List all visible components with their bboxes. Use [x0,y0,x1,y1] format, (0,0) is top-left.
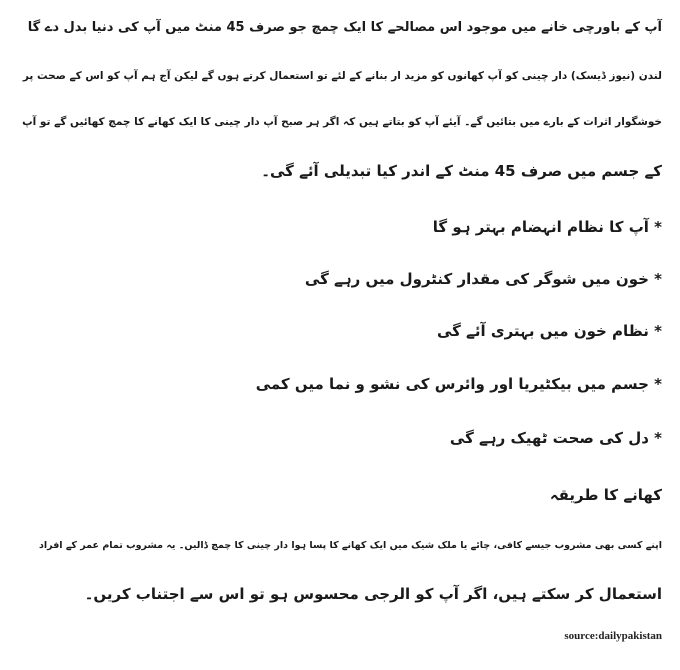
source-credit: source:dailypakistan [564,630,662,642]
benefit-item-digestion: * آپ کا نظام انہضام بہتر ہو گا [432,218,662,236]
article-headline: آپ کے باورچی خانے میں موجود اس مصالحے کا ایک چمچ جو صرف 45 منٹ میں آپ کی دنیا بدل دے گا [27,20,662,35]
benefit-item-bacteria-virus: * جسم میں بیکٹیریا اور وائرس کی نشو و نما میں کمی [255,375,662,393]
intro-line-1: لندن (نیوز ڈیسک) دار چینی کو آپ کھانوں کو مزید ار بنانے کے لئے تو استعمال کرتے ہوں گے لیکن آج ہم آپ کو اس کے صحت پر [22,70,662,82]
intro-line-3: کے جسم میں صرف 45 منٹ کے اندر کیا تبدیلی آئے گی۔ [261,162,662,180]
method-heading: کھانے کا طریقہ [549,486,662,504]
method-line-2: استعمال کر سکتے ہیں، اگر آپ کو الرجی محسوس ہو تو اس سے اجتناب کریں۔ [84,585,662,603]
benefit-item-heart-health: * دل کی صحت ٹھیک رہے گی [449,429,662,447]
method-line-1: اپنے کسی بھی مشروب جیسے کافی، چائے یا ملک شیک میں ایک کھانے کا پسا ہوا دار چینی کا چمچ ڈالیں۔ یہ مشروب تمام عمر کے افراد [39,540,662,551]
benefit-item-blood-system: * نظام خون میں بہتری آئے گی [436,322,662,340]
intro-line-2: خوشگوار اثرات کے بارے میں بتائیں گے۔ آیئے آپ کو بتاتے ہیں کہ اگر ہر صبح آپ دار چینی کا ایک کھانے کا چمچ کھائیں گے تو آپ [22,116,662,128]
benefit-item-blood-sugar: * خون میں شوگر کی مقدار کنٹرول میں رہے گی [304,270,662,288]
